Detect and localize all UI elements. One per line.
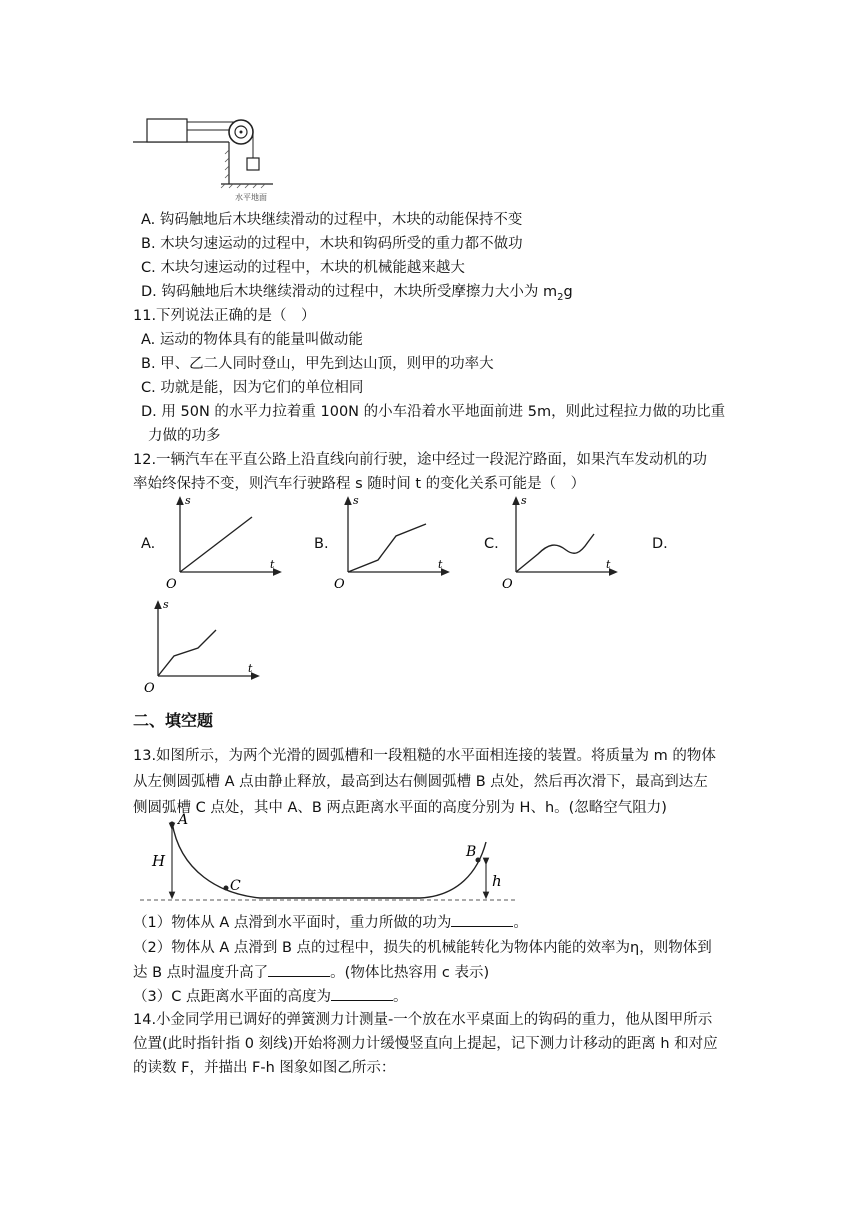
point-a-label: A — [178, 812, 189, 828]
graph-d-y: s — [163, 598, 169, 611]
graph-c-y: s — [521, 494, 527, 507]
q13-part2-a: （2）物体从 A 点滑到 B 点的过程中，损失的机械能转化为物体内能的效率为η，则物体到 — [133, 940, 712, 956]
section-title: 二、填空题 — [133, 711, 214, 730]
q10-option-b[interactable]: B. 木块匀速运动的过程中，木块和钩码所受的重力都不做功 — [141, 236, 523, 252]
q12-label-a[interactable]: A. — [141, 536, 156, 552]
q13-part1-text: （1）物体从 A 点滑到水平面时，重力所做的功为 — [133, 915, 452, 931]
graph-b-x: t — [438, 558, 443, 571]
q13-part3-blank[interactable] — [331, 986, 393, 1001]
q14-stem-3: 的读数 F，并描出 F-h 图象如图乙所示： — [133, 1060, 396, 1076]
q12-label-c[interactable]: C. — [484, 536, 499, 552]
graph-c[interactable] — [496, 492, 621, 592]
q13-stem-1: 13.如图所示，为两个光滑的圆弧槽和一段粗糙的水平面相连接的装置。将质量为 m 的物体 — [133, 748, 716, 764]
ground-label: 水平地面 — [235, 193, 267, 202]
q13-part2-blank[interactable] — [268, 962, 330, 977]
q14-stem-1: 14.小金同学用已调好的弹簧测力计测量-一个放在水平桌面上的钩码的重力，他从图甲所示 — [133, 1012, 713, 1028]
track-curve — [172, 822, 486, 898]
q11-option-b[interactable]: B. 甲、乙二人同时登山，甲先到达山顶，则甲的功率大 — [141, 356, 494, 372]
q13-stem-2: 从左侧圆弧槽 A 点由静止释放，最高到达右侧圆弧槽 B 点处，然后再次滑下，最高到达左 — [133, 774, 708, 790]
q10-option-d-text: D. 钩码触地后木块继续滑动的过程中，木块所受摩擦力大小为 m — [141, 284, 558, 300]
arc-track-figure — [140, 812, 520, 912]
q10-option-c[interactable]: C. 木块匀速运动的过程中，木块的机械能越来越大 — [141, 260, 465, 276]
graph-b-origin: O — [334, 577, 345, 592]
q10-option-a[interactable]: A. 钩码触地后木块继续滑动的过程中，木块的动能保持不变 — [141, 212, 523, 228]
graph-d-origin: O — [144, 681, 155, 696]
q13-part2-end: 。(物体比热容用 c 表示) — [330, 965, 490, 981]
graph-c-x: t — [606, 558, 611, 571]
q13-stem-3: 侧圆弧槽 C 点处，其中 A、B 两点距离水平面的高度分别为 H、h。(忽略空气阻力) — [133, 800, 667, 816]
graph-a-curve — [180, 517, 252, 572]
graph-a-origin: O — [166, 577, 177, 592]
graph-a-x: t — [270, 558, 275, 571]
point-b-label: B — [466, 844, 477, 860]
q13-part2-text: 达 B 点时温度升高了 — [133, 965, 269, 981]
height-H-label: H — [152, 852, 166, 870]
graph-c-origin: O — [502, 577, 513, 592]
q13-part1-blank[interactable] — [451, 912, 513, 927]
height-h-label: h — [492, 872, 502, 890]
q11-option-c[interactable]: C. 功就是能，因为它们的单位相同 — [141, 380, 364, 396]
point-c-label: C — [230, 878, 241, 894]
graph-d-curve — [158, 630, 216, 676]
graph-b-y: s — [353, 494, 359, 507]
q14-stem-2: 位置(此时指针指 0 刻线)开始将测力计缓慢竖直向上提起，记下测力计移动的距离 h 和对应 — [133, 1036, 718, 1052]
q13-part1-end: 。 — [513, 915, 528, 931]
q11-option-a[interactable]: A. 运动的物体具有的能量叫做动能 — [141, 332, 363, 348]
q10-option-d-sub: 2 — [557, 291, 564, 303]
q11-option-d-cont: 力做的功多 — [148, 428, 221, 444]
pulley-figure — [133, 110, 283, 205]
q12-stem-1: 12.一辆汽车在平直公路上沿直线向前行驶，途中经过一段泥泞路面，如果汽车发动机的功 — [133, 452, 708, 468]
graph-a-y: s — [185, 494, 191, 507]
q13-part3-end: 。 — [392, 989, 408, 1005]
q11-stem: 11.下列说法正确的是（ ） — [133, 308, 316, 324]
graph-b-curve — [348, 524, 426, 572]
hook-weight — [247, 158, 259, 170]
q13-part2-b — [133, 962, 489, 983]
q12-label-b[interactable]: B. — [314, 536, 329, 552]
q10-option-d-tail: g — [563, 284, 573, 300]
q13-part1 — [133, 912, 528, 933]
wood-block — [147, 119, 187, 142]
q12-stem-2: 率始终保持不变，则汽车行驶路程 s 随时间 t 的变化关系可能是（ ） — [133, 476, 586, 492]
q10-option-d[interactable] — [141, 282, 573, 308]
q11-option-d[interactable]: D. 用 50N 的水平力拉着重 100N 的小车沿着水平地面前进 5m，则此过程拉力做的功比重 — [141, 404, 726, 420]
q13-part3 — [133, 986, 407, 1007]
graph-d-x: t — [248, 662, 253, 675]
graph-b[interactable] — [328, 492, 453, 592]
graph-a[interactable] — [160, 492, 285, 592]
q12-label-d[interactable]: D. — [652, 536, 668, 552]
graph-c-curve — [516, 534, 594, 572]
graph-d[interactable] — [138, 596, 263, 696]
q13-part3-text: （3）C 点距离水平面的高度为 — [133, 989, 331, 1005]
